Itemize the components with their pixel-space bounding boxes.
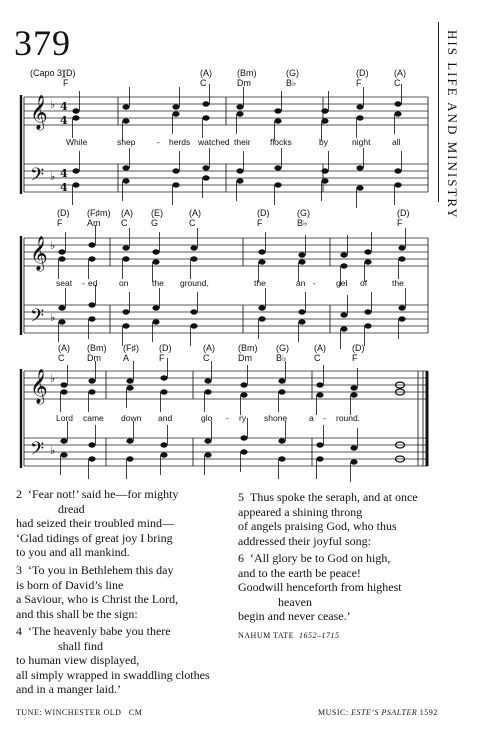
chord-symbol: B♭ bbox=[286, 78, 297, 88]
lyric-syllable: shep bbox=[117, 137, 136, 147]
lyric-syllable: watched bbox=[198, 137, 230, 147]
svg-text:4: 4 bbox=[60, 181, 68, 194]
svg-text:4: 4 bbox=[60, 114, 68, 127]
chord-symbol: (A) bbox=[314, 343, 326, 353]
lyric-syllable: - bbox=[82, 278, 85, 288]
treble-clef-icon: 𝄞 bbox=[30, 95, 48, 130]
system-3-treble-staff bbox=[24, 371, 428, 399]
chord-symbol: (D) bbox=[352, 343, 365, 353]
chord-symbol: (G) bbox=[297, 208, 310, 218]
chord-symbol: B♭ bbox=[297, 218, 308, 228]
chord-symbol: F bbox=[257, 218, 263, 228]
chord-symbol: Dm bbox=[87, 353, 101, 363]
chord-symbol: A bbox=[123, 353, 130, 363]
treble-clef-icon: 𝄞 bbox=[30, 236, 48, 271]
lyric-syllable: night bbox=[352, 137, 371, 147]
lyric-syllable: ground, bbox=[180, 278, 209, 288]
chord-symbol: (A) bbox=[394, 68, 406, 78]
chord-symbol: C bbox=[200, 78, 207, 88]
flat-icon: ♭ bbox=[50, 372, 56, 385]
lyric-syllable: the bbox=[392, 278, 404, 288]
lyric-syllable: the bbox=[254, 278, 266, 288]
chord-symbol: B♭ bbox=[276, 353, 287, 363]
chord-symbol: (A) bbox=[121, 208, 133, 218]
chord-symbol: Dm bbox=[237, 78, 251, 88]
chord-symbol: C bbox=[121, 218, 128, 228]
chord-symbol: C bbox=[314, 353, 321, 363]
chord-symbol: (D) bbox=[397, 208, 410, 218]
flat-icon: ♭ bbox=[50, 239, 56, 252]
lyric-syllable: Lord bbox=[56, 413, 74, 423]
lyric-syllable: on bbox=[119, 278, 129, 288]
chord-symbol: (D) bbox=[57, 208, 70, 218]
chord-symbol: Dm bbox=[238, 353, 252, 363]
chord-symbol: F bbox=[356, 78, 362, 88]
lyric-syllable: - bbox=[157, 137, 160, 147]
lyric-syllable: - bbox=[226, 413, 229, 423]
tune-credit: TUNE: WINCHESTER OLD CM bbox=[16, 708, 143, 717]
verse-5: 5 Thus spoke the seraph, and at once appeared a shining throng of angels praising God, who thus addressed their joyful song: bbox=[238, 490, 418, 548]
lyric-syllable: seat bbox=[56, 278, 73, 288]
bass-clef-icon: 𝄢 bbox=[30, 165, 45, 190]
chord-symbol: (A) bbox=[200, 68, 212, 78]
chord-symbol: (F♯) bbox=[123, 343, 139, 353]
chord-symbol: (Bm) bbox=[237, 68, 257, 78]
lyric-syllable: herds bbox=[169, 137, 191, 147]
verse-2: 2 ‘Fear not!’ said he—for mighty dread had seized their troubled mind— ‘Glad tidings of great joy I bring to you and all mankind. bbox=[16, 487, 179, 559]
lyric-syllable: a bbox=[309, 413, 314, 423]
section-title: HIS LIFE AND MINISTRY bbox=[445, 30, 460, 220]
time-signature: 4 bbox=[60, 100, 68, 113]
music-credit: MUSIC: ESTE’S PSALTER 1592 bbox=[318, 708, 438, 717]
chord-symbol: F bbox=[63, 78, 69, 88]
chord-symbol: C bbox=[203, 353, 210, 363]
lyric-syllable: round. bbox=[336, 413, 361, 423]
lyric-syllable: gel bbox=[336, 278, 348, 288]
verse-6: 6 ‘All glory be to God on high, and to the earth be peace! Goodwill henceforth from highest heaven begin and never cease.’ bbox=[238, 551, 402, 623]
chord-symbol: (G) bbox=[276, 343, 289, 353]
bass-clef-icon: 𝄢 bbox=[30, 306, 45, 331]
system-2-bass-staff bbox=[24, 305, 428, 333]
chord-symbol: (A) bbox=[203, 343, 215, 353]
lyric-syllable: an bbox=[296, 278, 306, 288]
flat-icon: ♭ bbox=[50, 444, 56, 457]
lyric-syllable: glo bbox=[201, 413, 213, 423]
chord-symbol: C bbox=[58, 353, 65, 363]
lyric-syllable: their bbox=[234, 137, 251, 147]
lyric-syllable: down bbox=[121, 413, 142, 423]
chord-symbol: F bbox=[159, 353, 165, 363]
lyric-syllable: - bbox=[323, 413, 326, 423]
chord-symbol: Am bbox=[87, 218, 101, 228]
lyric-syllable: flocks bbox=[270, 137, 292, 147]
hymn-number: 379 bbox=[14, 23, 71, 63]
lyric-syllable: the bbox=[152, 278, 164, 288]
verse-4: 4 ‘The heavenly babe you there shall find to human view displayed, all simply wrapped in swaddling clothes and in a manger laid.’ bbox=[16, 624, 210, 696]
chord-symbol: (D) bbox=[159, 343, 172, 353]
lyric-syllable: of bbox=[360, 278, 368, 288]
chord-symbol: (E) bbox=[151, 208, 163, 218]
chord-symbol: (G) bbox=[286, 68, 299, 78]
chord-symbol: (D) bbox=[63, 68, 76, 78]
svg-text:4: 4 bbox=[60, 167, 68, 180]
flat-icon: ♭ bbox=[50, 98, 56, 111]
chord-symbol: (A) bbox=[58, 343, 70, 353]
chord-symbol: (D) bbox=[257, 208, 270, 218]
chord-symbol: F bbox=[352, 353, 358, 363]
chord-symbol: (Bm) bbox=[238, 343, 258, 353]
chord-symbol: (Bm) bbox=[87, 343, 107, 353]
chord-symbol: C bbox=[394, 78, 401, 88]
lyric-syllable: shone bbox=[264, 413, 288, 423]
lyric-syllable: all bbox=[392, 137, 401, 147]
chord-symbol: (A) bbox=[189, 208, 201, 218]
chord-symbol: F bbox=[397, 218, 403, 228]
treble-clef-icon: 𝄞 bbox=[30, 369, 48, 404]
lyric-syllable: While bbox=[66, 137, 88, 147]
lyric-syllable: and bbox=[158, 413, 173, 423]
lyric-syllable: came bbox=[83, 413, 104, 423]
capo-note: (Capo 3) bbox=[30, 68, 66, 78]
bass-clef-icon: 𝄢 bbox=[30, 439, 45, 464]
lyric-syllable: ed bbox=[88, 278, 98, 288]
chord-symbol: F bbox=[57, 218, 63, 228]
author-credit: NAHUM TATE 1652–1715 bbox=[238, 631, 340, 640]
lyric-syllable: ry bbox=[239, 413, 247, 423]
verse-3: 3 ‘To you in Bethlehem this day is born of David’s line a Saviour, who is Christ the Lord, and this shall be the sign: bbox=[16, 563, 179, 621]
chord-symbol: G bbox=[151, 218, 159, 228]
system-3-bass-staff bbox=[24, 438, 428, 466]
lyric-syllable: - bbox=[313, 278, 316, 288]
chord-symbol: C bbox=[189, 218, 196, 228]
flat-icon: ♭ bbox=[50, 311, 56, 324]
chord-symbol: (F♯m) bbox=[87, 208, 111, 218]
chord-symbol: (D) bbox=[356, 68, 369, 78]
flat-icon: ♭ bbox=[50, 170, 56, 183]
lyric-syllable: by bbox=[319, 137, 328, 147]
